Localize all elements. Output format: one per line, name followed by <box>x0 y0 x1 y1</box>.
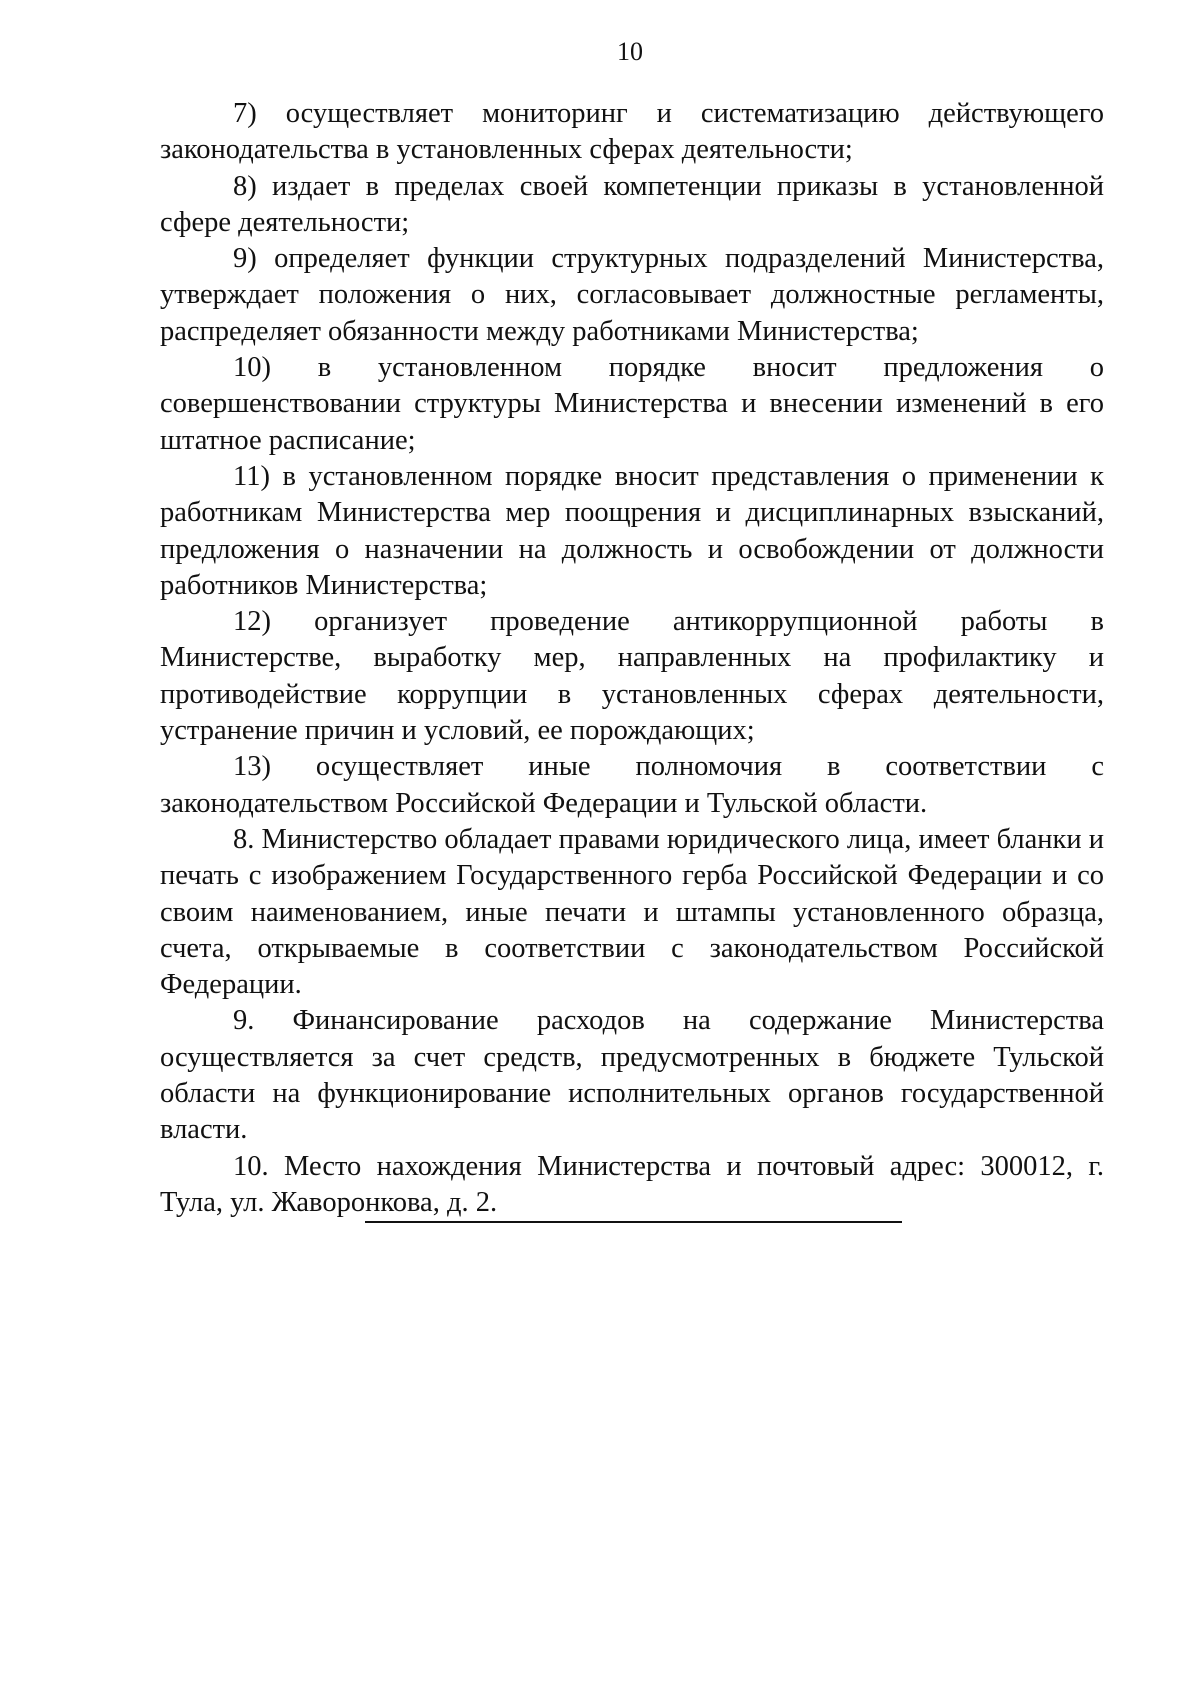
section-10-address: 10. Место нахождения Министерства и почтовый адрес: 300012, г. Тула, ул. Жаворонкова, д. 2. <box>160 1150 1104 1218</box>
list-item-11-staff-measures: 11) в установленном порядке вносит представления о применении к работникам Министерства мер поощрения и дисциплинарных взысканий, предложения о назначении на должность и освобождении от должности работников Министерства; <box>160 460 1104 601</box>
list-item-13-other-powers: 13) осуществляет иные полномочия в соответствии с законодательством Российской Федерации и Тульской области. <box>160 751 1104 819</box>
section-9-financing: 9. Финансирование расходов на содержание Министерства осуществляется за счет средств, предусмотренных в бюджете Тульской области на функционирование исполнительных органов государственной власти. <box>160 1005 1104 1146</box>
end-of-document-divider <box>365 1221 902 1223</box>
page-number: 10 <box>617 37 643 66</box>
list-item-7-monitoring: 7) осуществляет мониторинг и систематизацию действующего законодательства в установленных сферах деятельности; <box>160 98 1104 166</box>
list-item-12-anticorruption: 12) организует проведение антикоррупционной работы в Министерстве, выработку мер, направленных на профилактику и противодействие коррупции в установленных сферах деятельности, устранение причин и условий, ее порождающих; <box>160 606 1104 747</box>
list-item-10-structure-proposals: 10) в установленном порядке вносит предложения о совершенствовании структуры Министерства и внесении изменений в его штатное расписание; <box>160 352 1104 456</box>
list-item-9-structure-functions: 9) определяет функции структурных подразделений Министерства, утверждает положения о них, согласовывает должностные регламенты, распределяет обязанности между работниками Министерства; <box>160 243 1104 347</box>
document-body <box>160 96 1104 1221</box>
list-item-8-orders: 8) издает в пределах своей компетенции приказы в установленной сфере деятельности; <box>160 170 1104 238</box>
section-8-legal-entity: 8. Министерство обладает правами юридического лица, имеет бланки и печать с изображением Государственного герба Российской Федерации и со своим наименованием, иные печати и штампы установленного образца, счета, открываемые в соответствии с законодательством Российской Федерации. <box>160 823 1105 1001</box>
